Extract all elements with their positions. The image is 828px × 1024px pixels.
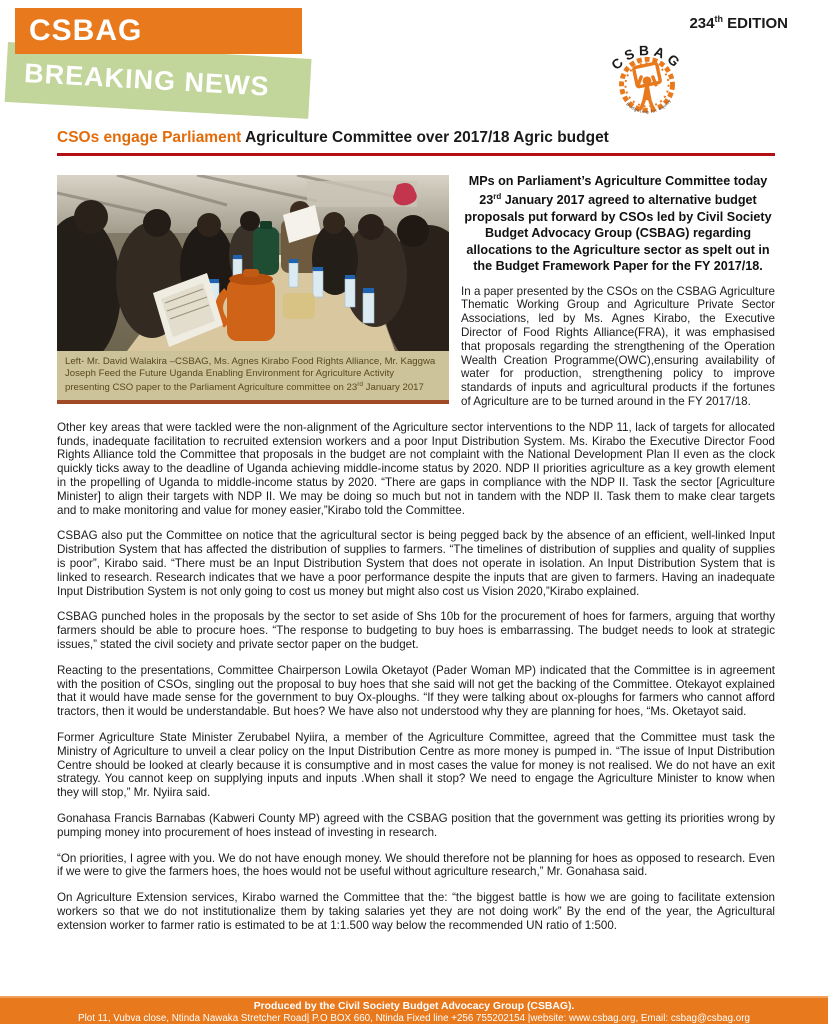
body-paragraph: CSBAG also put the Committee on notice that the agricultural sector is being pegged back by the absence of an efficient, well-linked Input Distribution System that has affected the distribution of supplies to farmers. “The timelines of distribution of supplies and quality of supplies is poor”, Kirabo said. “There must be an Input Distribution System that does not operate in isolation. An Input Distribution System that is linked to research. Research indicates that we have a poor performance despite the inputs that are given to farmers. Having an inadequate Input Distribution System is not only going to cost us money but might also cost us Vision 2020,”Kirabo explained. [57, 529, 775, 598]
csbag-logo-icon [598, 26, 696, 124]
intro-paragraph: MPs on Parliament’s Agriculture Committee today 23rd January 2017 agreed to alternative budget proposals put forward by CSOs led by Civil Society Budget Advocacy Group (CSBAG) regarding allocations to the Agriculture sector as spelt out in the Budget Framework Paper for the FY 2017/18. [464, 174, 772, 274]
meeting-photo-figure [57, 175, 449, 404]
footer-bar [0, 996, 828, 1024]
csbag-brand-banner [15, 8, 302, 54]
body-paragraph: On Agriculture Extension services, Kirabo warned the Committee that the: “the biggest battle is how we are going to facilitate extension workers so that we do not institutionalize them by taking salaries yet they are not doing work” By the end of the year, the Agricultural extension worker to farmer ratio is estimated to be at 1:1.500 way below the recommended UN ratio of 1:500. [57, 891, 775, 932]
photo-caption: Left- Mr. David Walakira –CSBAG, Ms. Agnes Kirabo Food Rights Alliance, Mr. Kaggwa Joseph Feed the Future Uganda Enabling Environment for Agriculture Activity presenting CSO paper to the Parliament Agriculture committee on 23rd January 2017 [57, 351, 449, 404]
edition-label: 234th EDITION [689, 14, 788, 32]
body-paragraph: Other key areas that were tackled were the non-alignment of the Agriculture sector interventions to the NDP 11, lack of targets for allocated funds, inadequate facilitation to recruited extension workers and a poor Input Distribution System. Ms. Kirabo the Executive Director Food Rights Alliance told the Committee that proposals in the budget are not complaint with the National Development Plan II even as the clock quickly ticks away to the deadline of Uganda achieving middle-income status by 2020. NDP II priorities agriculture as a key growth element in the propelling of Uganda to middle-income status by 2020. “There are gaps in compliance with the NDP II. Task the sector [Agriculture Minister] to align their targets with NDP II. We may be doing so much but not in tandem with the NDP II. Task them to make clear targets and to make monitoring and value for money easier,”Kirabo told the Committee. [57, 420, 775, 517]
photo-green-flask [253, 227, 279, 275]
footer-address-line: Plot 11, Vubva close, Ntinda Nawaka Stretcher Road| P.O BOX 660, Ntinda Fixed line +256 755202154 |website: www.csbag.org, Email: csbag@csbag.org [78, 1013, 750, 1024]
meeting-photo [57, 175, 449, 351]
headline-rule [57, 153, 775, 156]
body-paragraph: “On priorities, I agree with you. We do not have enough money. We should therefore not be planning for hoes as opposed to research. Even if we were to give the farmers hoes, the hoes would not be useful without agriculture research,” Mr. Gonahasa said. [57, 851, 775, 879]
body-paragraph: CSBAG punched holes in the proposals by the sector to set aside of Shs 10b for the procurement of hoes for farmers, arguing that worthy farmers should be able to procure hoes. “The response to budgeting to buy hoes is embarrassing. The budget needs to look at strategic issues,” stated the civil society and private sector paper on the budget. [57, 610, 775, 651]
headline-highlight: CSOs engage Parliament [57, 129, 242, 146]
breaking-news-label: BREAKING NEWS [23, 57, 271, 102]
footer-produced-line: Produced by the Civil Society Budget Advocacy Group (CSBAG). [253, 1001, 575, 1012]
body-paragraph: Former Agriculture State Minister Zerubabel Nyiira, a member of the Agriculture Committee, agreed that the Committee must task the Ministry of Agriculture to unveil a clear policy on the Input Distribution Centre as more money is pumped in. “The issue of Input Distribution Centre should be looked at clearly because it is consumptive and in most cases the value for money is not realised. We do not have an exit strategy. You cannot keep on supplying inputs and inputs .When shall it stop? We need to engage the Agriculture Minister to know when they will stop,” Mr. Nyiira said. [57, 730, 775, 800]
body-paragraph: Gonahasa Francis Barnabas (Kabweri County MP) agreed with the CSBAG position that the government was getting its priorities wrong by pumping money into procurement of hoes instead of investing in research. [57, 811, 775, 839]
body-paragraph: Reacting to the presentations, Committee Chairperson Lowila Oketayot (Pader Woman MP) indicated that the Committee is in agreement with the position of CSOs, singling out the proposal to buy hoes that she said will not get the backing of the Committee. Otekayot explained that it would have made sense for the government to buy Ox-ploughs. “If they were talking about ox-ploughs for farmers who cannot afford tractors, then it would be understandable. But hoes? We have also not understood why they are planning for hoes, “Ms. Oketayot said. [57, 663, 775, 719]
page-title [57, 128, 775, 148]
main-column [57, 128, 775, 945]
edition-ordinal-suffix: th [714, 14, 723, 24]
logo-tagline: Budgeting for equity [625, 97, 673, 115]
headline-rest: Agriculture Committee over 2017/18 Agric budget [241, 129, 609, 146]
lead-paragraph: In a paper presented by the CSOs on the CSBAG Agriculture Thematic Working Group and Agriculture Private Sector Associations, led by Ms. Agnes Kirabo, the Executive Director of Food Rights Alliance(FRA), it was emphasised that proposals regarding the strengthening of the Operation Wealth Creation Programme(OWC),ensuring availability of water for production, strengthening policy to improve standards of inputs and agricultural products if the fortunes of Agriculture are to be turned around in the FY 2017/18. [461, 284, 775, 408]
logo-arc-text: CSBAG [608, 43, 686, 73]
article-body [57, 173, 775, 933]
csbag-brand-label: CSBAG [29, 14, 143, 47]
svg-text:CSBAG [608, 43, 685, 73]
body-paragraphs [57, 421, 775, 933]
